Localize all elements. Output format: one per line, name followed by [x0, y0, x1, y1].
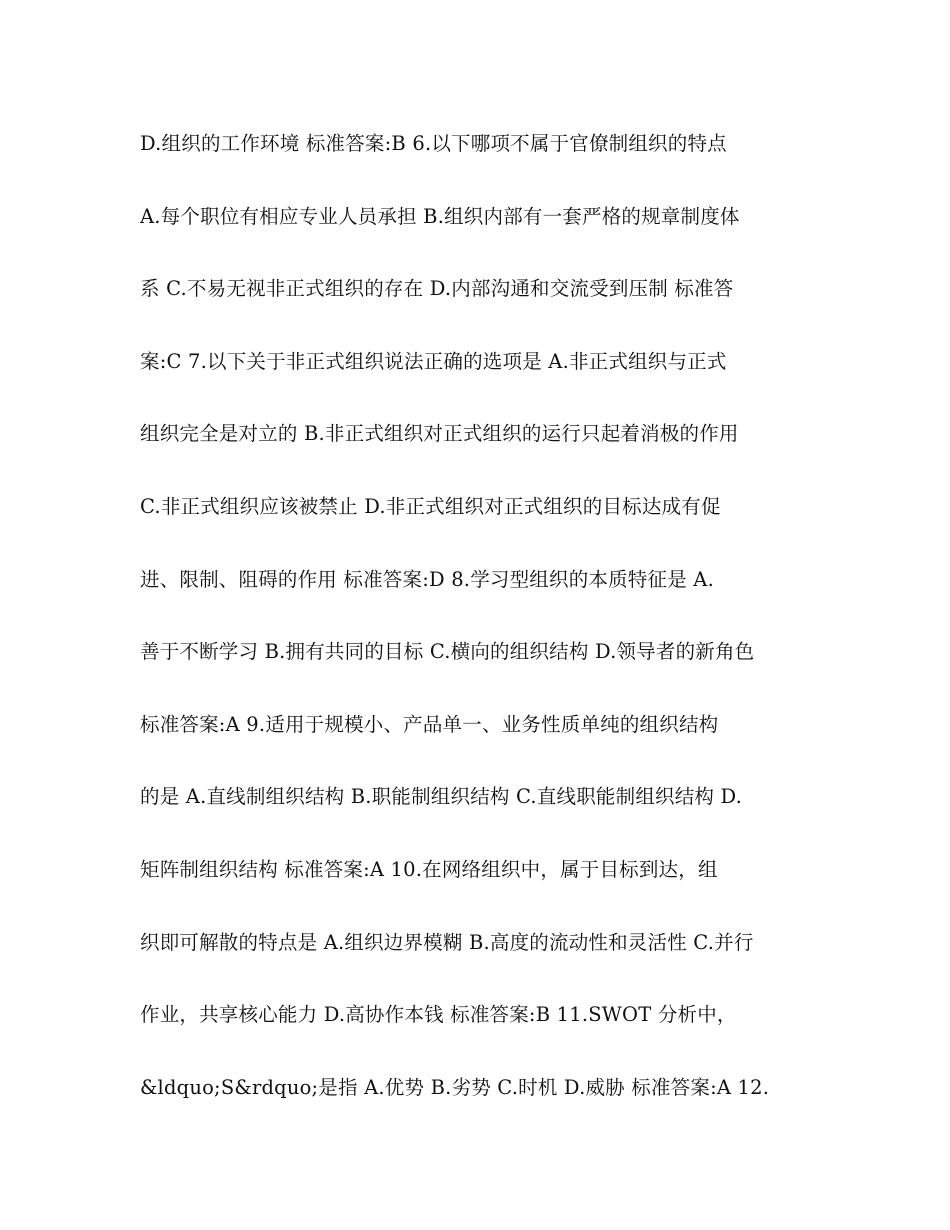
text-line: 的是 A.直线制组织结构 B.职能制组织结构 C.直线职能制组织结构 D.	[140, 785, 743, 809]
text-line: 织即可解散的特点是 A.组织边界模糊 B.高度的流动性和灵活性 C.并行	[140, 930, 754, 954]
text-line: &ldquo;S&rdquo;是指 A.优势 B.劣势 C.时机 D.威胁 标准答案:A 12.	[140, 1075, 770, 1099]
text-line: D.组织的工作环境 标准答案:B 6.以下哪项不属于官僚制组织的特点	[140, 132, 727, 155]
text-line: C.非正式组织应该被禁止 D.非正式组织对正式组织的目标达成有促	[140, 494, 721, 518]
text-line: A.每个职位有相应专业人员承担 B.组织内部有一套严格的规章制度体	[140, 204, 740, 228]
text-line: 组织完全是对立的 B.非正式组织对正式组织的运行只起着消极的作用	[140, 422, 739, 446]
text-line: 案:C 7.以下关于非正式组织说法正确的选项是 A.非正式组织与正式	[140, 349, 727, 373]
body-text	[140, 118, 820, 1134]
text-line: 系 C.不易无视非正式组织的存在 D.内部沟通和交流受到压制 标准答	[140, 277, 734, 301]
text-line: 标准答案:A 9.适用于规模小、产品单一、业务性质单纯的组织结构	[140, 712, 719, 736]
text-line: 善于不断学习 B.拥有共同的目标 C.横向的组织结构 D.领导者的新角色	[140, 640, 755, 664]
text-line: 作业，共享核心能力 D.高协作本钱 标准答案:B 11.SWOT 分析中，	[140, 1003, 737, 1027]
text-line: 矩阵制组织结构 标准答案:A 10.在网络组织中，属于目标到达，组	[140, 857, 718, 881]
text-line: 进、限制、阻碍的作用 标准答案:D 8.学习型组织的本质特征是 A.	[140, 567, 714, 591]
